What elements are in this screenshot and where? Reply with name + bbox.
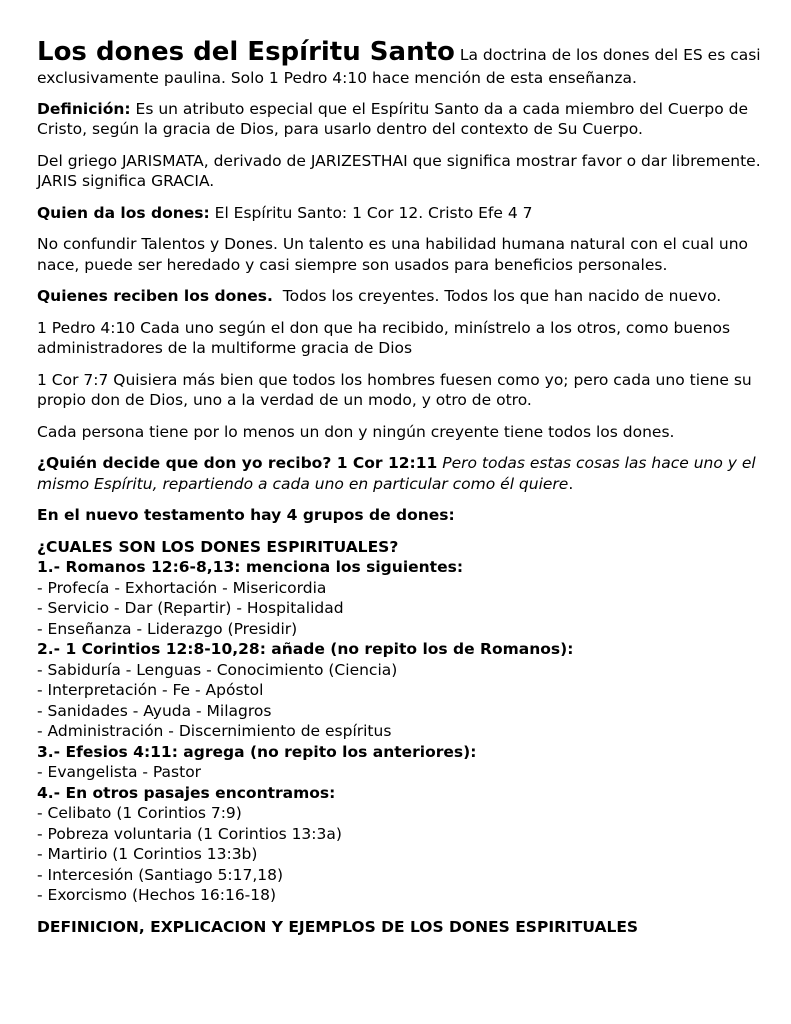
each-person-paragraph: Cada persona tiene por lo menos un don y ningún creyente tiene todos los dones. [37, 422, 675, 441]
gifts-list [37, 537, 767, 906]
list-item: - Martirio (1 Corintios 13:3b) [37, 845, 258, 863]
greek-paragraph: Del griego JARISMATA, derivado de JARIZESTHAI que significa mostrar favor o dar libremente. JARIS significa GRACIA. [37, 151, 761, 190]
list-item: - Profecía - Exhortación - Misericordia [37, 578, 327, 597]
which-heading: ¿CUALES SON LOS DONES ESPIRITUALES? [37, 537, 399, 556]
list-item: - Sanidades - Ayuda - Milagros [37, 701, 272, 720]
talents-paragraph: No confundir Talentos y Dones. Un talento es una habilidad humana natural con el cual uno nace, puede ser heredado y casi siempre son usados para beneficios personales. [37, 235, 748, 274]
list-item: - Interpretación - Fe - Apóstol [37, 681, 264, 699]
group-heading: 1.- Romanos 12:6-8,13: menciona los siguientes: [37, 558, 464, 576]
group-heading: 2.- 1 Corintios 12:8-10,28: añade (no repito los de Romanos): [37, 640, 574, 658]
intro-text: La doctrina de los dones del ES es casi exclusivamente paulina. Solo 1 Pedro 4:10 hace mención de esta enseñanza. [37, 46, 761, 87]
who-decides-quote: Pero todas estas cosas las hace uno y el mismo Espíritu, repartiendo a cada uno en particular como él quiere [37, 454, 756, 493]
list-item: - Sabiduría - Lenguas - Conocimiento (Ciencia) [37, 660, 398, 679]
list-item: - Intercesión (Santiago 5:17,18) [37, 865, 284, 884]
page-title: Los dones del Espíritu Santo [37, 37, 455, 67]
group-heading: 4.- En otros pasajes encontramos: [37, 783, 336, 802]
list-item: - Pobreza voluntaria (1 Corintios 13:3a) [37, 824, 342, 843]
giver-text: El Espíritu Santo: 1 Cor 12. Cristo Efe 4 7 [214, 203, 533, 222]
giver-label: Quien da los dones: [37, 203, 210, 222]
group-heading: 3.- Efesios 4:11: agrega (no repito los anteriores): [37, 742, 477, 761]
title-paragraph [37, 36, 767, 89]
giver-paragraph [37, 203, 767, 224]
verse-cor7-paragraph: 1 Cor 7:7 Quisiera más bien que todos los hombres fuesen como yo; pero cada uno tiene su propio don de Dios, uno a la verdad de un modo, y otro de otro. [37, 370, 752, 409]
who-decides-label: ¿Quién decide que don yo recibo? 1 Cor 12:11 [37, 454, 438, 472]
verse-pedro-paragraph: 1 Pedro 4:10 Cada uno según el don que ha recibido, minístrelo a los otros, como buenos administradores de la multiforme gracia de Dios [37, 318, 731, 357]
list-item: - Servicio - Dar (Repartir) - Hospitalidad [37, 599, 344, 617]
list-item: - Exorcismo (Hechos 16:16-18) [37, 886, 277, 904]
list-item: - Celibato (1 Corintios 7:9) [37, 804, 242, 822]
final-heading: DEFINICION, EXPLICACION Y EJEMPLOS DE LOS DONES ESPIRITUALES [37, 917, 639, 936]
list-item: - Enseñanza - Liderazgo (Presidir) [37, 619, 298, 638]
list-item: - Evangelista - Pastor [37, 763, 202, 781]
definition-paragraph [37, 99, 767, 140]
list-item: - Administración - Discernimiento de espíritus [37, 722, 392, 740]
receivers-paragraph [37, 286, 767, 307]
who-decides-paragraph [37, 453, 767, 494]
receivers-text: Todos los creyentes. Todos los que han nacido de nuevo. [282, 287, 722, 305]
who-decides-end: . [568, 474, 574, 493]
definition-label: Definición: [37, 99, 131, 118]
definition-text: Es un atributo especial que el Espíritu Santo da a cada miembro del Cuerpo de Cristo, según la gracia de Dios, para usarlo dentro del contexto de Su Cuerpo. [37, 99, 749, 138]
receivers-label: Quienes reciben los dones. [37, 287, 273, 305]
groups-heading: En el nuevo testamento hay 4 grupos de dones: [37, 506, 455, 524]
